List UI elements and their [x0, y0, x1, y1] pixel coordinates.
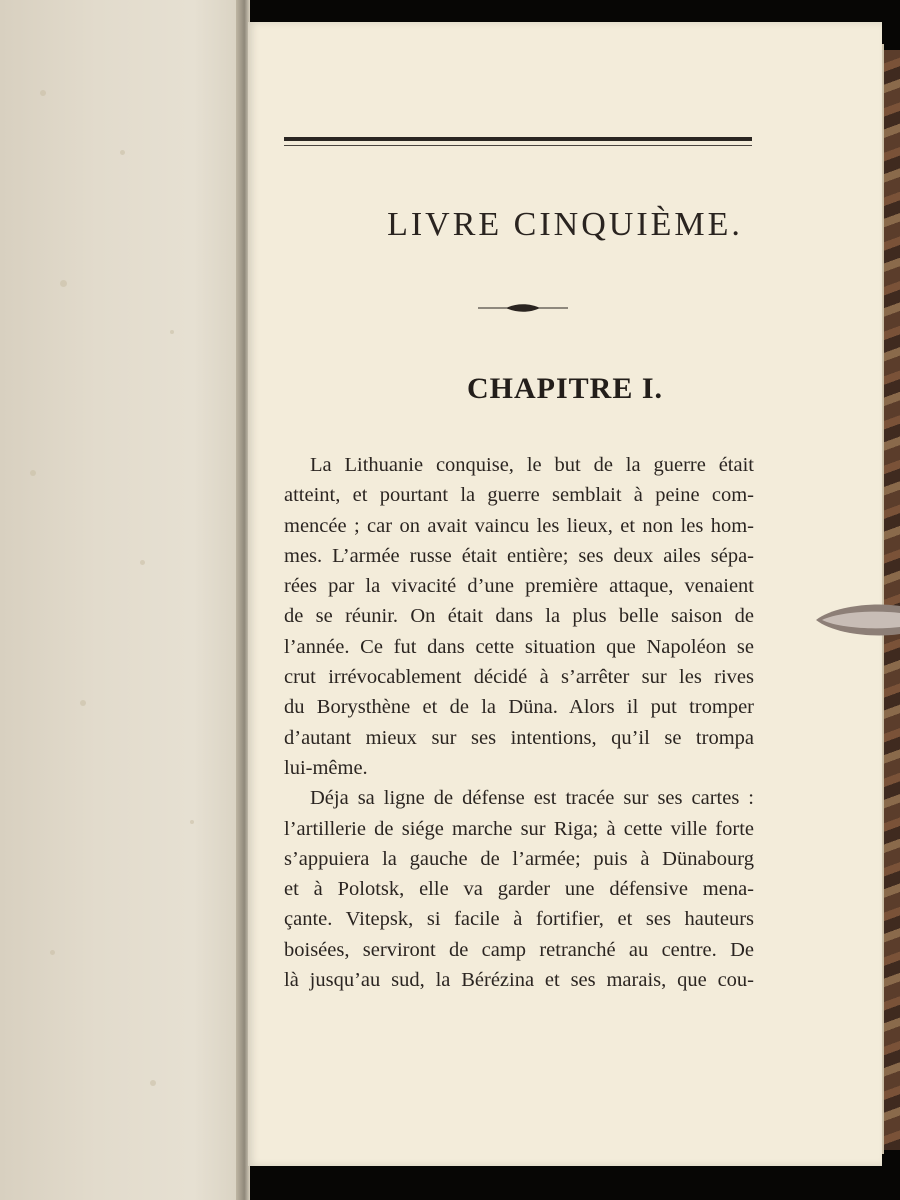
header-rule-thin — [284, 145, 752, 146]
text-line: lui-même. — [284, 756, 368, 779]
text-line: s’appuiera la gauche de l’armée; puis à Dünabourg — [284, 847, 754, 870]
text-line: crut irrévocablement décidé à s’arrêter sur les rives — [284, 666, 754, 689]
text-line: rées par la vivacité d’une première attaque, venaient — [284, 575, 754, 598]
text-line: du Borysthène et de la Düna. Alors il put tromper — [284, 696, 754, 719]
text-line: Déja sa ligne de défense est tracée sur ses cartes : — [310, 787, 754, 810]
text-line: mencée ; car on avait vaincu les lieux, et non les hom- — [284, 514, 754, 537]
text-line: là jusqu’au sud, la Bérézina et ses marais, que cou- — [284, 969, 754, 992]
text-line: d’autant mieux sur ses intentions, qu’il se trompa — [284, 726, 754, 749]
chapter-title: CHAPITRE I. — [466, 372, 664, 405]
text-line: et à Polotsk, elle va garder une défensive mena- — [284, 878, 754, 901]
text-line: l’année. Ce fut dans cette situation que Napoléon se — [284, 635, 754, 658]
book-title: LIVRE CINQUIÈME. — [387, 206, 743, 243]
text-line: mes. L’armée russe était entière; ses deux ailes sépa- — [284, 544, 754, 567]
page-clip-icon — [814, 594, 900, 646]
text-line: La Lithuanie conquise, le but de la guerre était — [310, 454, 754, 476]
text-line: boisées, serviront de camp retranché au centre. De — [284, 938, 754, 961]
text-line: l’artillerie de siége marche sur Riga; à cette ville forte — [284, 817, 754, 840]
text-line: çante. Vitepsk, si facile à fortifier, et ses hauteurs — [284, 908, 754, 931]
text-line: de se réunir. On était dans la plus belle saison de — [284, 605, 754, 628]
ornament-icon — [478, 302, 568, 314]
left-page — [0, 0, 242, 1200]
header-rule — [284, 137, 752, 141]
body-text — [284, 450, 754, 995]
text-line: atteint, et pourtant la guerre semblait à peine com- — [284, 484, 754, 507]
